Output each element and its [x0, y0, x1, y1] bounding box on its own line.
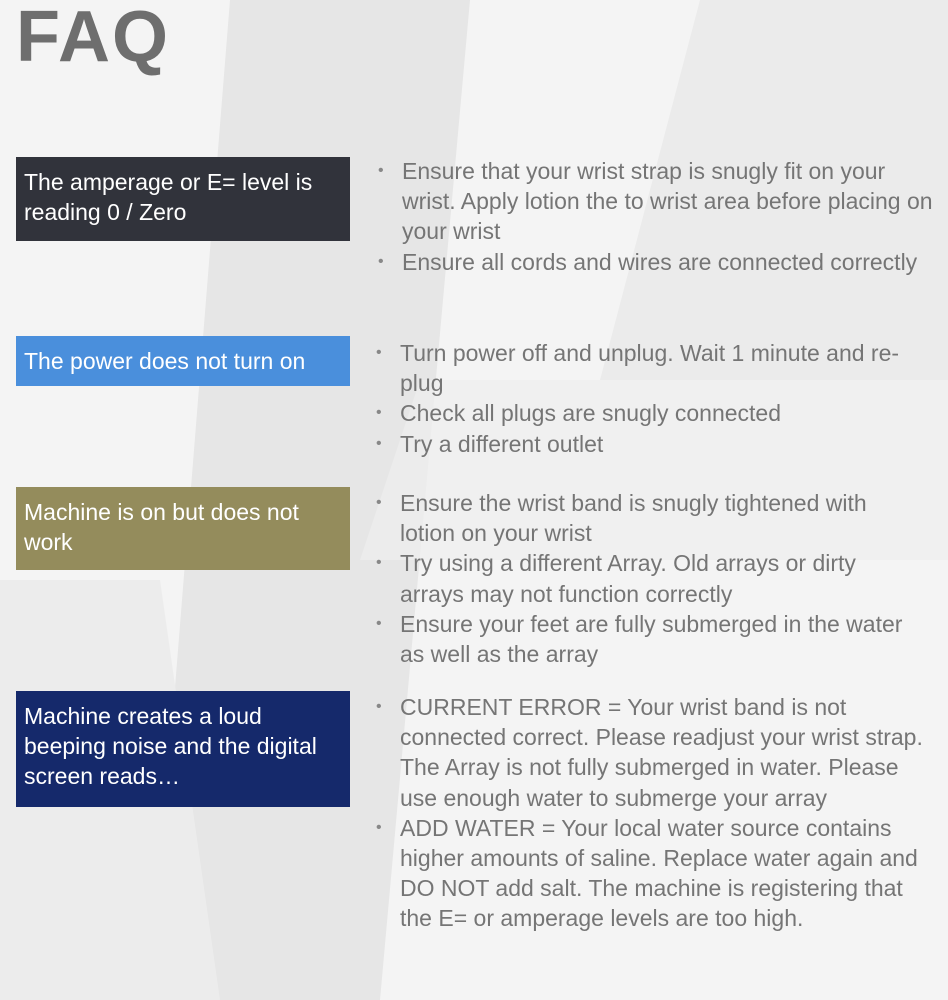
answer-item: • ADD WATER = Your local water source contains higher amounts of saline. Replace water again and DO NOT add salt. The machine is registering that the E= or amperage levels are too high.: [374, 813, 924, 934]
answer-list: [376, 156, 941, 277]
answer-item: • Try a different outlet: [374, 429, 924, 459]
answer-list: [374, 488, 924, 669]
page-title: FAQ: [16, 0, 171, 77]
answer-list: [374, 692, 924, 934]
answer-item: • Ensure that your wrist strap is snugly fit on your wrist. Apply lotion the to wrist area before placing on your wrist: [376, 156, 941, 247]
question-text: The amperage or E= level is reading 0 / Zero: [24, 169, 313, 225]
question-box: [16, 336, 350, 386]
question-text: Machine is on but does not work: [24, 499, 299, 555]
question-box: [16, 157, 350, 241]
question-box: [16, 487, 350, 570]
answer-item: • Check all plugs are snugly connected: [374, 398, 924, 428]
answer-item: • Ensure all cords and wires are connected correctly: [376, 247, 941, 277]
answer-list: [374, 338, 924, 459]
answer-item: • Try using a different Array. Old arrays or dirty arrays may not function correctly: [374, 548, 924, 608]
answer-item: • Ensure the wrist band is snugly tightened with lotion on your wrist: [374, 488, 924, 548]
question-text: The power does not turn on: [24, 348, 306, 374]
answer-item: • CURRENT ERROR = Your wrist band is not connected correct. Please readjust your wrist strap. The Array is not fully submerged in water. Please use enough water to submerge your array: [374, 692, 924, 813]
answer-item: • Ensure your feet are fully submerged in the water as well as the array: [374, 609, 924, 669]
question-text: Machine creates a loud beeping noise and the digital screen reads…: [24, 703, 317, 789]
answer-item: • Turn power off and unplug. Wait 1 minute and re-plug: [374, 338, 924, 398]
question-box: [16, 691, 350, 807]
